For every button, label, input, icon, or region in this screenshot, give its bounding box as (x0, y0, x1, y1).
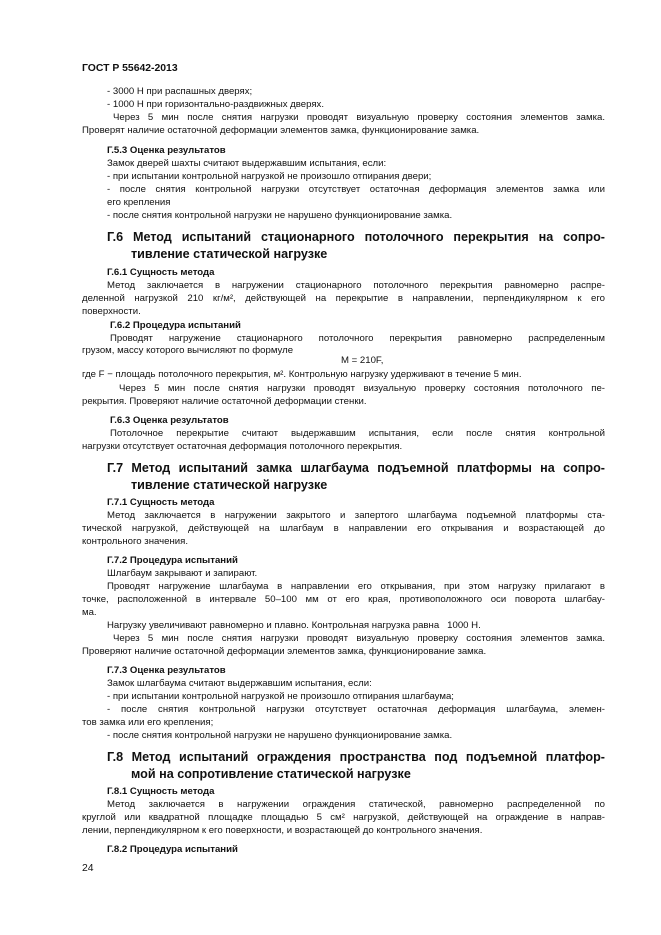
text-line: Метод заключается в нагружении стационарного потолочного перекрытия равномерно распре- (107, 280, 605, 291)
text-line: - 3000 Н при распашных дверях; (107, 86, 253, 97)
section-heading: Г.8 Метод испытаний ограждения пространства под подъемной платфор- (107, 750, 605, 764)
text-line: его крепления (107, 197, 171, 208)
text-line: - при испытании контрольной нагрузкой не произошло отпирания шлагбаума; (107, 691, 454, 702)
section-heading: Г.7 Метод испытаний замка шлагбаума подъемной платформы на сопро- (107, 461, 605, 475)
document-header: ГОСТ Р 55642-2013 (82, 63, 178, 74)
text-line: Замок дверей шахты считают выдержавшим испытания, если: (107, 158, 387, 169)
text-line: - после снятия контрольной нагрузки отсутствует остаточная деформация шлагбаума, элемен- (107, 704, 605, 715)
text-line: - после снятия контрольной нагрузки отсутствует остаточная деформация элементов замка или (107, 184, 605, 195)
subsection-heading: Г.8.2 Процедура испытаний (107, 844, 238, 855)
text-line: где F − площадь потолочного перекрытия, м². Контрольную нагрузку удерживают в течение 5 мин. (82, 369, 522, 380)
text-line: Проводят нагружение шлагбаума в направлении его открывания, при этом нагрузку прилагают в (107, 581, 605, 592)
subsection-heading: Г.8.1 Сущность метода (107, 786, 215, 797)
formula: M = 210F, (341, 355, 384, 366)
subsection-heading: Г.7.3 Оценка результатов (107, 665, 226, 676)
text-line: лении, перпендикулярном к его поверхности, и возрастающей до контрольного значения. (82, 825, 483, 836)
section-heading: тивление статической нагрузке (131, 478, 328, 492)
subsection-heading: Г.6.2 Процедура испытаний (110, 320, 241, 331)
text-line: Проверят наличие остаточной деформации элементов замка, функционирование замка. (82, 125, 480, 136)
text-line: Через 5 мин после снятия нагрузки проводят визуальную проверку состояния элементов замка. (113, 633, 605, 644)
text-line: Нагрузку увеличивают равномерно и плавно. Контрольная нагрузка равна 1000 Н. (107, 620, 481, 631)
subsection-heading: Г.7.1 Сущность метода (107, 497, 215, 508)
text-line: Метод заключается в нагружении ограждения статической, равномерно распределенной по (107, 799, 605, 810)
text-line: поверхности. (82, 306, 141, 317)
subsection-heading: Г.5.3 Оценка результатов (107, 145, 226, 156)
text-line: круглой или квадратной площадке площадью 5 см² нагрузкой, действующей на ограждение в направ- (82, 812, 605, 823)
subsection-heading: Г.7.2 Процедура испытаний (107, 555, 238, 566)
subsection-heading: Г.6.1 Сущность метода (107, 267, 215, 278)
text-line: деленной нагрузкой 210 кг/м², действующей на перекрытие в направлении, перпендикулярном к его (82, 293, 605, 304)
page-number: 24 (82, 863, 94, 874)
text-line: Проводят нагружение стационарного потолочного перекрытия равномерно распределенным (110, 333, 605, 344)
text-line: Шлагбаум закрывают и запирают. (107, 568, 258, 579)
text-line: точке, расположенной в интервале 50–100 мм от его края, противоположного оси поворота шлагбау- (82, 594, 605, 605)
section-heading: тивление статической нагрузке (131, 247, 328, 261)
section-heading: мой на сопротивление статической нагрузке (131, 767, 411, 781)
text-line: грузом, массу которого вычисляют по формуле (82, 345, 294, 356)
text-line: нагрузки отсутствует остаточная деформация потолочного перекрытия. (82, 441, 403, 452)
text-line: - после снятия контрольной нагрузки не нарушено функционирование замка. (107, 730, 453, 741)
text-line: Через 5 мин после снятия нагрузки проводят визуальную проверку состояния элементов замка. (113, 112, 605, 123)
text-line: контрольного значения. (82, 536, 188, 547)
text-line: рекрытия. Проверяют наличие остаточной деформации стенки. (82, 396, 367, 407)
text-line: тов замка или его крепления; (82, 717, 214, 728)
subsection-heading: Г.6.3 Оценка результатов (110, 415, 229, 426)
text-line: тической нагрузкой, действующей на шлагбаум в направлении его открывания и возрастающей до (82, 523, 605, 534)
text-line: Потолочное перекрытие считают выдержавшим испытания, если после снятия контрольной (110, 428, 605, 439)
text-line: - 1000 Н при горизонтально-раздвижных дверях. (107, 99, 324, 110)
text-line: - после снятия контрольной нагрузки не нарушено функционирование замка. (107, 210, 453, 221)
text-line: Замок шлагбаума считают выдержавшим испытания, если: (107, 678, 372, 689)
text-line: Через 5 мин после снятия нагрузки проводят визуальную проверку состояния потолочного пе- (119, 383, 605, 394)
text-line: ма. (82, 607, 97, 618)
text-line: Проверяют наличие остаточной деформации элементов замка, функционирование замка. (82, 646, 487, 657)
text-line: Метод заключается в нагружении закрытого и запертого шлагбаума подъемной платформы ста- (107, 510, 605, 521)
text-line: - при испытании контрольной нагрузкой не произошло отпирания двери; (107, 171, 432, 182)
section-heading: Г.6 Метод испытаний стационарного потолочного перекрытия на сопро- (107, 230, 605, 244)
